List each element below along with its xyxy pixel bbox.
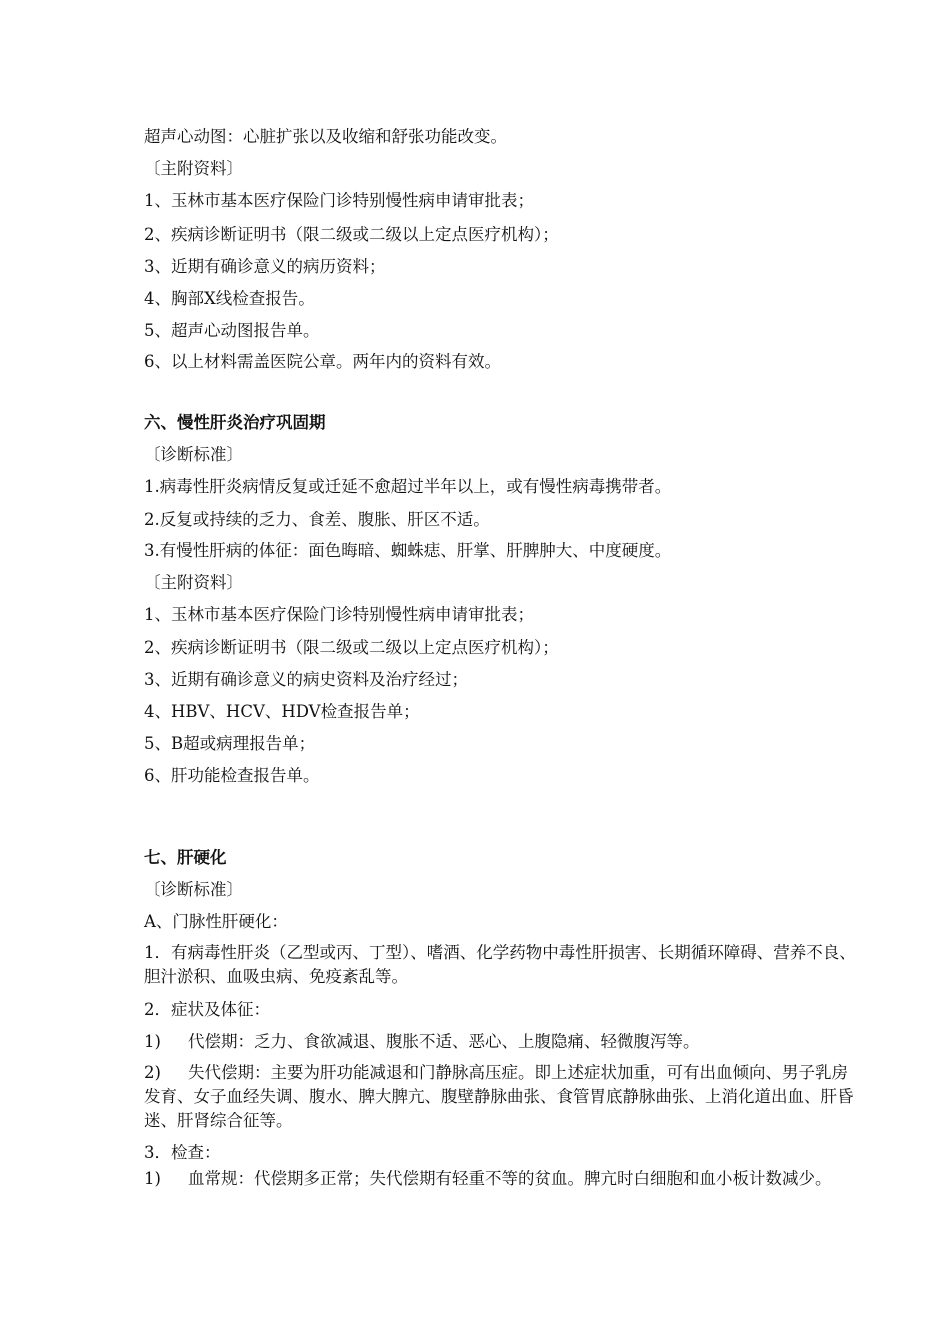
list-item: 6、肝功能检查报告单。	[144, 766, 320, 785]
item-text: 失代偿期：主要为肝功能减退和门静脉高压症。即上述症状加重，可有出血倾向、男子乳房发育、女子血经失调、腹水、脾大脾亢、腹壁静脉曲张、食管胃底静脉曲张、上消化道出血、肝昏迷、肝肾综合征等。	[144, 1063, 854, 1130]
list-item: 5、B超或病理报告单；	[144, 734, 316, 753]
paragraph	[144, 1032, 864, 1052]
subsection-label: A、门脉性肝硬化：	[144, 912, 288, 931]
diagnosis-label: 〔诊断标准〕	[144, 880, 243, 899]
item-number: 2)	[144, 1063, 161, 1082]
list-item: 5、超声心动图报告单。	[144, 321, 320, 340]
paragraph: 3．检查：	[144, 1143, 221, 1162]
paragraph: 2．症状及体征：	[144, 1000, 270, 1019]
list-item: 4、胸部X线检查报告。	[144, 289, 315, 308]
list-item: 3、近期有确诊意义的病历资料；	[144, 257, 386, 276]
echo-finding-line: 超声心动图：心脏扩张以及收缩和舒张功能改变。	[144, 127, 507, 146]
list-item: 1、玉林市基本医疗保险门诊特别慢性病申请审批表；	[144, 191, 534, 210]
paragraph: 1．有病毒性肝炎（乙型或丙、丁型）、嗜酒、化学药物中毒性肝损害、长期循环障碍、营养不良、胆汁淤积、血吸虫病、免疫紊乱等。	[144, 943, 856, 986]
list-item: 4、HBV、HCV、HDV检查报告单；	[144, 702, 420, 721]
item-number: 1)	[144, 1032, 161, 1051]
paragraph	[144, 1167, 856, 1191]
section-heading: 六、慢性肝炎治疗巩固期	[144, 413, 326, 432]
paragraph	[144, 1061, 856, 1133]
attachments-label: 〔主附资料〕	[144, 159, 243, 178]
list-item: 1.病毒性肝炎病情反复或迁延不愈超过半年以上，或有慢性病毒携带者。	[144, 477, 672, 496]
item-text: 代偿期：乏力、食欲减退、腹胀不适、恶心、上腹隐痛、轻微腹泻等。	[188, 1032, 700, 1051]
list-item: 3.有慢性肝病的体征：面色晦暗、蜘蛛痣、肝掌、肝脾肿大、中度硬度。	[144, 541, 672, 560]
item-number: 1)	[144, 1169, 161, 1188]
list-item: 2、疾病诊断证明书（限二级或二级以上定点医疗机构）；	[144, 225, 559, 244]
list-item: 6、以上材料需盖医院公章。两年内的资料有效。	[144, 352, 501, 371]
item-text: 血常规：代偿期多正常；失代偿期有轻重不等的贫血。脾亢时白细胞和血小板计数减少。	[188, 1169, 832, 1188]
list-item: 3、近期有确诊意义的病史资料及治疗经过；	[144, 670, 468, 689]
list-item: 2、疾病诊断证明书（限二级或二级以上定点医疗机构）；	[144, 638, 559, 657]
section-heading: 七、肝硬化	[144, 848, 227, 867]
diagnosis-label: 〔诊断标准〕	[144, 445, 243, 464]
list-item: 1、玉林市基本医疗保险门诊特别慢性病申请审批表；	[144, 605, 534, 624]
list-item: 2.反复或持续的乏力、食差、腹胀、肝区不适。	[144, 510, 490, 529]
attachments-label: 〔主附资料〕	[144, 573, 243, 592]
